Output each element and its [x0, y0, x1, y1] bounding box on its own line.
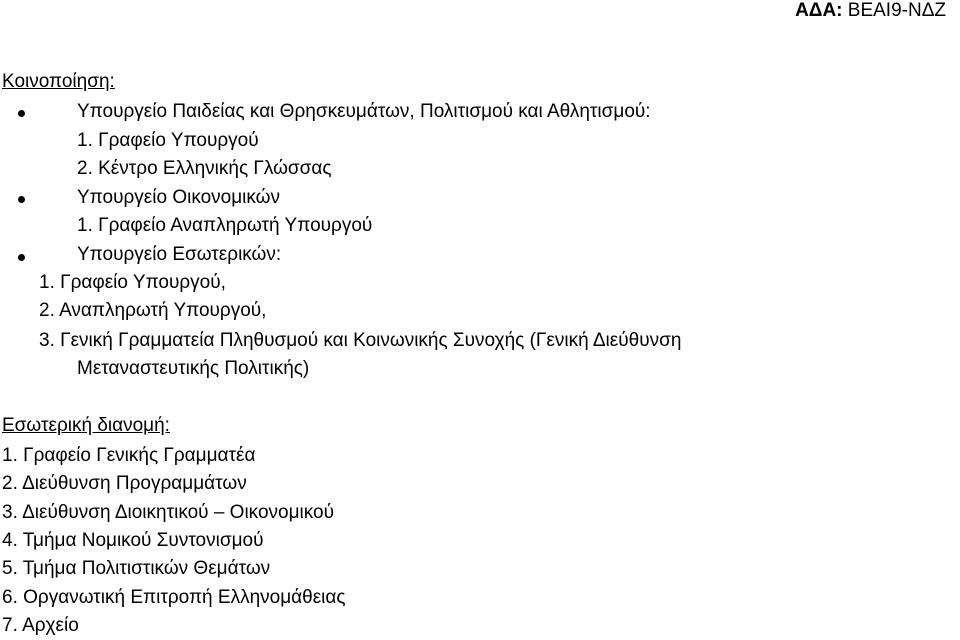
list-item: 2. Αναπληρωτή Υπουργού, — [39, 300, 267, 321]
list-item: 1. Γραφείο Υπουργού — [77, 130, 259, 151]
list-item: 2. Κέντρο Ελληνικής Γλώσσας — [77, 158, 332, 179]
notification-heading: Κοινοποίηση: — [2, 71, 115, 92]
bullet-icon — [18, 254, 25, 261]
list-item: 1. Γραφείο Υπουργού, — [39, 272, 226, 293]
ada-label: ΑΔΑ: — [795, 0, 843, 21]
ada-value: ΒΕΑΙ9-ΝΔΖ — [847, 0, 946, 21]
list-item: 3. Διεύθυνση Διοικητικού – Οικονομικού — [2, 502, 334, 523]
bullet-icon — [18, 196, 25, 203]
list-item: 7. Αρχείο — [2, 615, 79, 636]
group-title: Υπουργείο Οικονομικών — [77, 187, 280, 208]
list-item-continuation: Μεταναστευτικής Πολιτικής) — [77, 358, 310, 379]
group-title: Υπουργείο Εσωτερικών: — [77, 244, 282, 265]
list-item: 5. Τμήμα Πολιτιστικών Θεμάτων — [2, 558, 271, 579]
internal-heading: Εσωτερική διανομή: — [2, 415, 170, 436]
list-item: 3. Γενική Γραμματεία Πληθυσμού και Κοινωνικής Συνοχής (Γενική Διεύθυνση — [39, 330, 682, 351]
bullet-icon — [18, 110, 25, 117]
list-item: 1. Γραφείο Γενικής Γραμματέα — [2, 445, 256, 466]
list-item: 1. Γραφείο Αναπληρωτή Υπουργού — [77, 215, 373, 236]
group-title: Υπουργείο Παιδείας και Θρησκευμάτων, Πολιτισμού και Αθλητισμού: — [77, 101, 651, 122]
ada-header — [795, 0, 946, 23]
list-item: 4. Τμήμα Νομικού Συντονισμού — [2, 530, 264, 551]
list-item: 2. Διεύθυνση Προγραμμάτων — [2, 473, 247, 494]
list-item: 6. Οργανωτική Επιτροπή Ελληνομάθειας — [2, 587, 346, 608]
